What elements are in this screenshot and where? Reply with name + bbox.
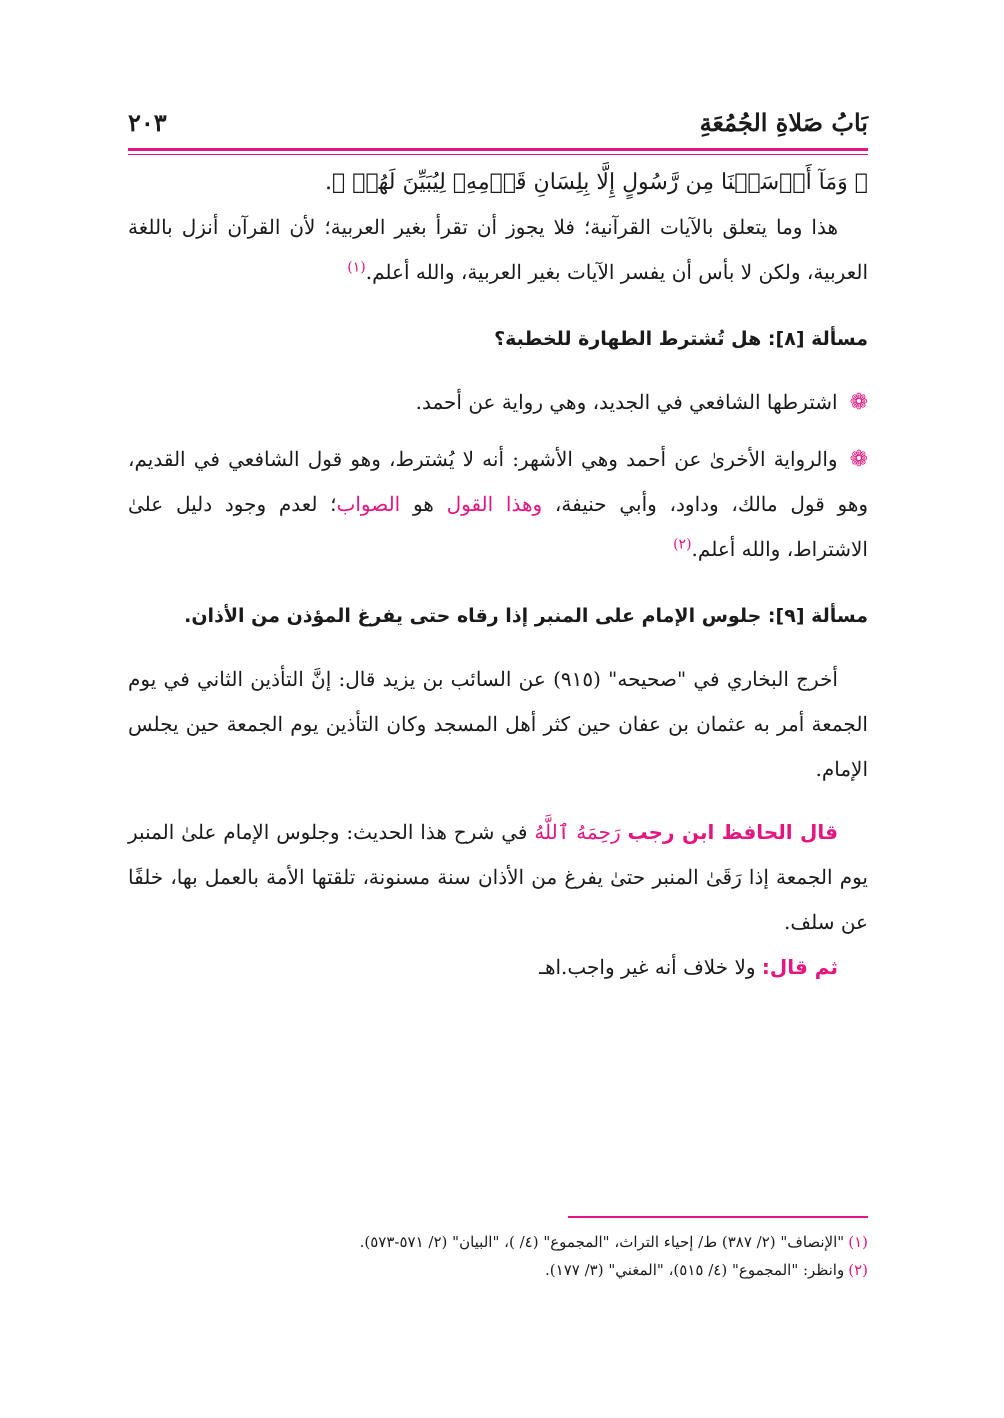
paragraph-4 <box>128 945 868 990</box>
quran-verse: ﴿ وَمَآ أَرۡسَلۡنَا مِن رَّسُولٍ إِلَّا بِلِسَانِ قَوۡمِهِۦ لِيُبَيِّنَ لَهُمۡ ﴾. <box>325 170 868 195</box>
paragraph-2: أخرج البخاري في "صحيحه" (٩١٥) عن السائب بن يزيد قال: إنَّ التأذين الثاني في يوم الجمعة أمر به عثمان بن عفان حين كثر أهل المسجد وكان التأذين يوم الجمعة حين يجلس الإمام. <box>128 667 868 781</box>
page-number: ٢٠٣ <box>128 108 167 137</box>
bullet-1-text: اشترطها الشافعي في الجديد، وهي رواية عن أحمد. <box>415 390 838 414</box>
footnote-2 <box>128 1256 868 1284</box>
main-text <box>128 160 868 990</box>
bullet-2-text-c: ؛ لعدم وجود دليل علىٰ الاشتراط، والله أعلم. <box>128 492 868 561</box>
flower-icon: ❁ <box>849 390 868 415</box>
highlight-this-opinion: وهذا القول <box>446 492 543 516</box>
paragraph-4-text: ولا خلاف أنه غير واجب.اهـ <box>539 955 762 979</box>
flower-icon: ❁ <box>849 447 868 472</box>
footnote-ref-1[interactable]: (١) <box>347 259 366 276</box>
issue-8-title: هل تُشترط الطهارة للخطبة؟ <box>494 328 762 350</box>
paragraph-1-text: هذا وما يتعلق بالآيات القرآنية؛ فلا يجوز أن تقرأ بغير العربية؛ لأن القرآن أنزل باللغة العربية، ولكن لا بأس أن يفسر الآيات بغير العربية، والله أعلم. <box>128 215 868 284</box>
footnote-number: (٢) <box>848 1261 868 1279</box>
bullet-2-text-a: والرواية الأخرىٰ عن أحمد وهي الأشهر: أنه لا يُشترط، وهو قول الشافعي في القديم، وهو قول مالك، وداود، وأبي حنيفة، <box>128 447 869 516</box>
issue-9-title: جلوس الإمام على المنبر إذا رقاه حتى يفرغ المؤذن من الأذان. <box>184 605 762 627</box>
bullet-item-1 <box>128 380 868 425</box>
paragraph-3-text: في شرح هذا الحديث: وجلوس الإمام علىٰ المنبر يوم الجمعة إذا رَقَىٰ المنبر حتىٰ يفرغ من الأذان سنة مسنونة، تلقتها الأمة بالعمل بها، خلفًا عن سلف. <box>128 820 868 934</box>
issue-9-heading <box>128 594 868 639</box>
quote-attribution: قال الحافظ ابن رجب <box>627 820 838 844</box>
issue-8-heading <box>128 317 868 362</box>
paragraph-1 <box>128 205 868 295</box>
chapter-title: بَابُ صَلاةِ الجُمُعَةِ <box>699 108 868 137</box>
honorific: رَحِمَهُ ٱللَّهُ <box>534 820 628 844</box>
paragraph-3 <box>128 810 868 945</box>
bullet-item-2 <box>128 437 868 572</box>
footnote-text: وانظر: "المجموع" (٤/ ٥١٥)، "المغني" (٣/ ١٧٧). <box>545 1261 845 1279</box>
footnote-ref-2[interactable]: (٢) <box>673 536 692 553</box>
header-rule <box>128 148 868 155</box>
issue-8-label: مسألة [٨]: <box>767 328 868 350</box>
footnote-1 <box>128 1228 868 1256</box>
footnote-rule <box>568 1216 868 1218</box>
bullet-2-text-b: هو <box>400 492 447 516</box>
highlight-correct: الصواب <box>336 492 401 516</box>
footnote-number: (١) <box>848 1233 868 1251</box>
issue-9-label: مسألة [٩]: <box>767 605 868 627</box>
footnote-text: "الإنصاف" (٢/ ٣٨٧) ط/ إحياء التراث، "المجموع" (٤/ )، "البيان" (٢/ ٥٧١-٥٧٣). <box>359 1233 845 1251</box>
footnotes <box>128 1228 868 1284</box>
then-said-label: ثم قال: <box>761 955 838 979</box>
page-header <box>128 108 868 137</box>
